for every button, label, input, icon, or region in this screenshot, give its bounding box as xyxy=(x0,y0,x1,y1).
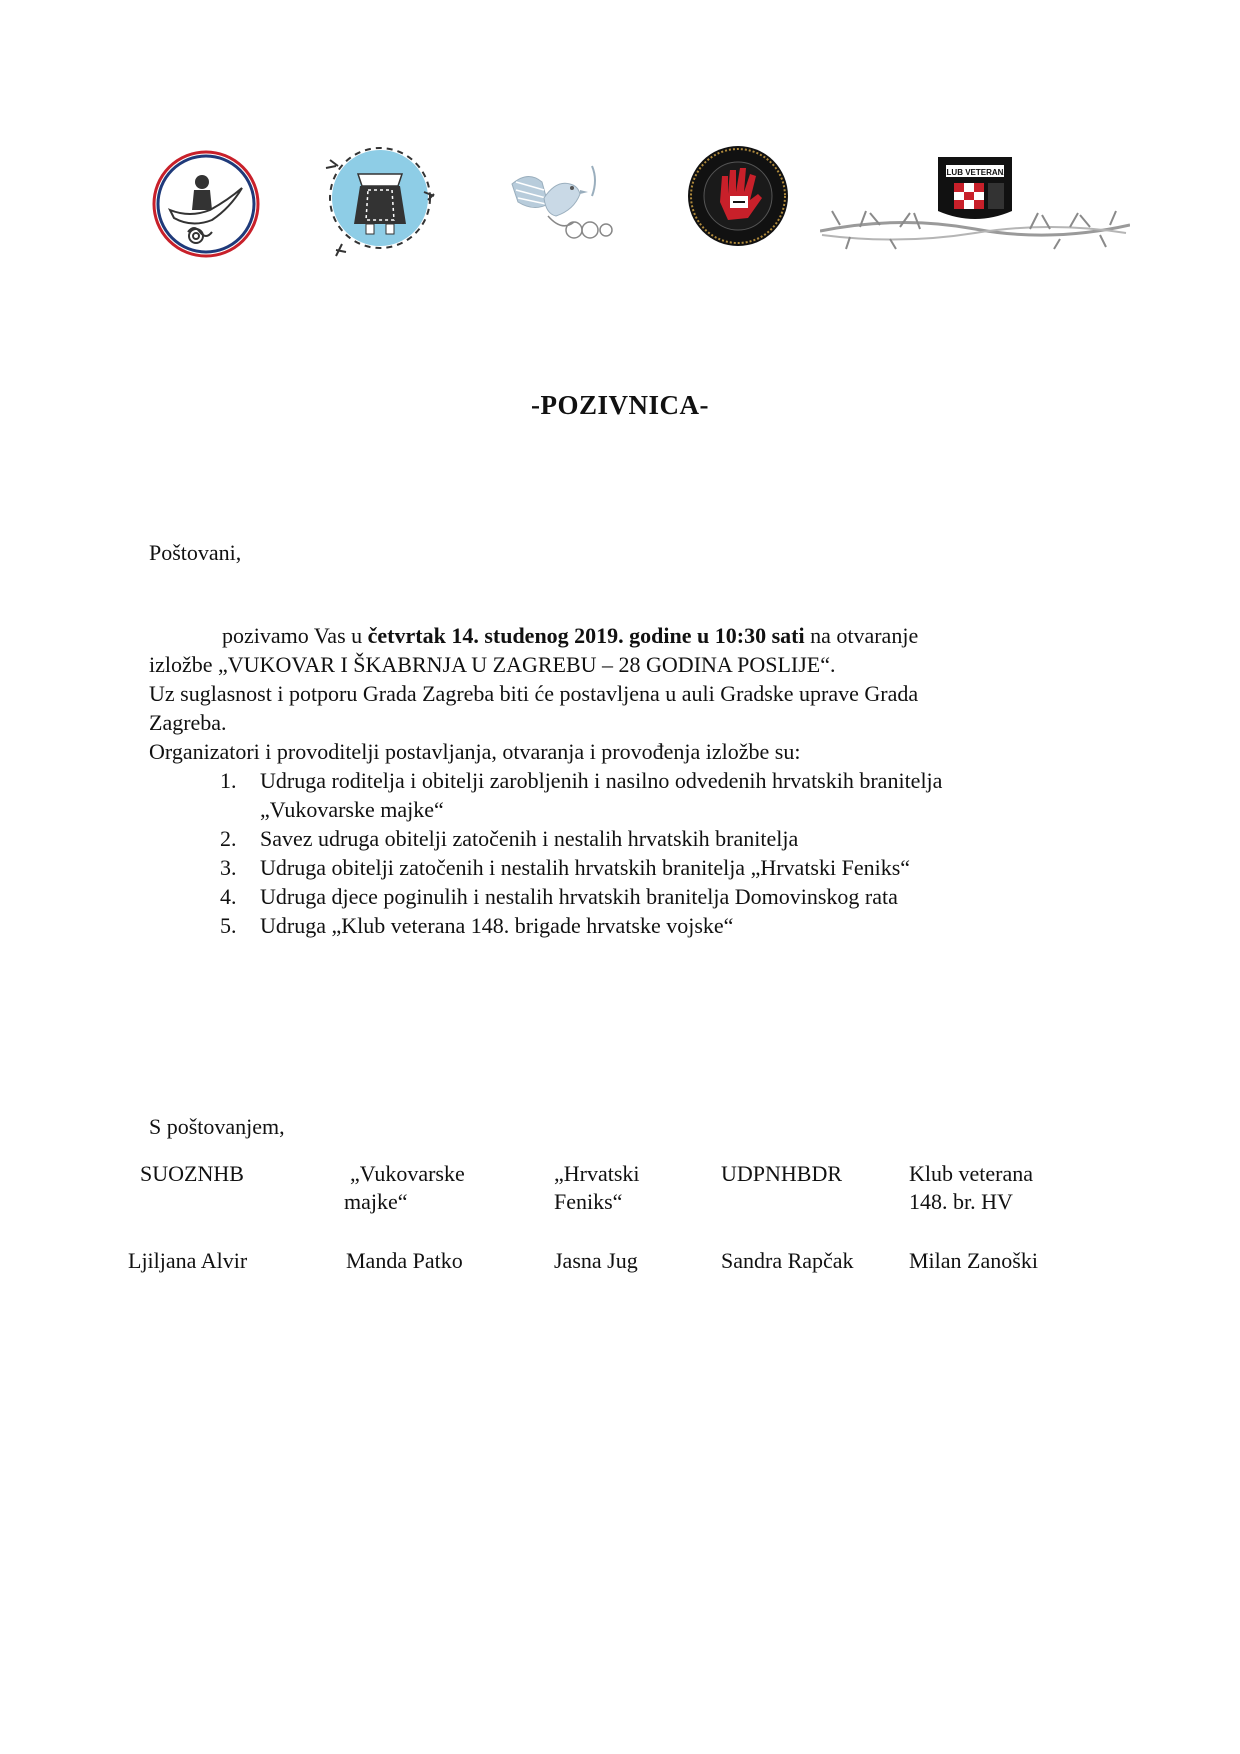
event-datetime: četvrtak 14. studenog 2019. godine u 10:30 sati xyxy=(367,623,805,648)
suoznhb-logo xyxy=(150,148,262,260)
list-item xyxy=(220,766,942,824)
list-number: 5. xyxy=(220,913,237,938)
list-number: 2. xyxy=(220,826,237,851)
signatory-person: Ljiljana Alvir xyxy=(128,1248,248,1273)
organizer-list xyxy=(220,766,942,940)
list-number: 1. xyxy=(220,768,237,793)
list-text: Udruga obitelji zatočenih i nestalih hrvatskih branitelja „Hrvatski Feniks“ xyxy=(260,855,911,880)
signatory-org-line-1: SUOZNHB xyxy=(140,1161,244,1186)
signatory-org-line-1: Klub veterana xyxy=(909,1161,1033,1186)
signatory-org-line-2: majke“ xyxy=(344,1189,408,1214)
signatory-org-klub-veterana xyxy=(909,1160,1033,1216)
paragraph-line-1 xyxy=(149,621,1079,650)
signatory-org-line-1: „Vukovarske xyxy=(350,1161,465,1186)
udpnhbdr-logo xyxy=(686,144,790,248)
logo-strip xyxy=(0,130,1240,270)
list-number: 3. xyxy=(220,855,237,880)
paragraph-line-5: Organizatori i provoditelji postavljanja, otvaranja i provođenja izložbe su: xyxy=(149,739,801,764)
signatory-org-line-2: 148. br. HV xyxy=(909,1189,1013,1214)
list-text: Udruga roditelja i obitelji zarobljenih i nasilno odvedenih hrvatskih branitelja xyxy=(260,768,943,793)
list-text: Udruga „Klub veterana 148. brigade hrvatske vojske“ xyxy=(260,913,734,938)
signatory-person: Manda Patko xyxy=(346,1248,463,1273)
signatory-org-line-1: „Hrvatski xyxy=(554,1161,640,1186)
signatory-org-vukovarske-majke xyxy=(344,1160,465,1216)
closing: S poštovanjem, xyxy=(149,1114,285,1139)
vukovarske-majke-logo xyxy=(320,140,440,262)
list-item xyxy=(220,853,942,882)
page-title: -POZIVNICA- xyxy=(531,390,709,420)
paragraph-line-4: Zagreba. xyxy=(149,710,227,735)
list-item xyxy=(220,882,942,911)
signatory-org-udpnhbdr xyxy=(721,1160,842,1188)
list-text: Savez udruga obitelji zatočenih i nestalih hrvatskih branitelja xyxy=(260,826,799,851)
klub-veterana-logo xyxy=(820,155,1130,253)
signatory-org-line-1: UDPNHBDR xyxy=(721,1161,843,1186)
list-text: Udruga djece poginulih i nestalih hrvatskih branitelja Domovinskog rata xyxy=(260,884,898,909)
hrvatski-feniks-logo xyxy=(508,160,616,242)
signatory-org-hrvatski-feniks xyxy=(554,1160,640,1216)
signatory-person: Jasna Jug xyxy=(554,1248,638,1273)
signatory-org-suoznhb xyxy=(140,1160,244,1188)
salutation: Poštovani, xyxy=(149,540,242,565)
klub-veterana-label: KLUB VETERANA xyxy=(940,168,1010,177)
paragraph-line-1-start: pozivamo Vas u xyxy=(222,623,368,648)
list-number: 4. xyxy=(220,884,237,909)
signatory-person: Sandra Rapčak xyxy=(721,1248,854,1273)
list-text-continued: „Vukovarske majke“ xyxy=(260,797,444,822)
list-item xyxy=(220,911,942,940)
invitation-paragraph xyxy=(149,621,1079,766)
paragraph-line-2: izložbe „VUKOVAR I ŠKABRNJA U ZAGREBU – 28 GODINA POSLIJE“. xyxy=(149,652,836,677)
paragraph-line-1-end: na otvaranje xyxy=(804,623,919,648)
paragraph-line-3: Uz suglasnost i potporu Grada Zagreba biti će postavljena u auli Gradske uprave Grada xyxy=(149,681,919,706)
signatory-org-line-2: Feniks“ xyxy=(554,1189,623,1214)
signatory-person: Milan Zanoški xyxy=(909,1248,1038,1273)
list-item xyxy=(220,824,942,853)
